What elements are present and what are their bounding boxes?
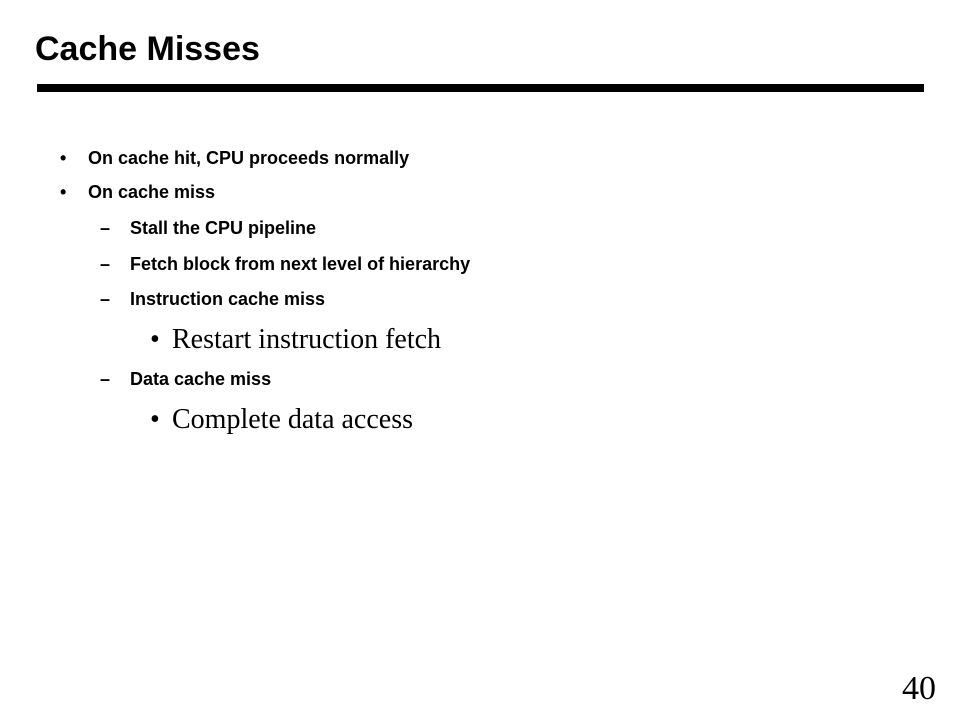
- dash-marker: –: [100, 369, 111, 389]
- sub-bullet-text: Fetch block from next level of hierarchy: [130, 254, 471, 274]
- sub-bullet-text: Stall the CPU pipeline: [130, 218, 317, 238]
- page-number: 40: [902, 670, 936, 707]
- bullet-marker: •: [60, 182, 67, 202]
- sub-bullet-text: Data cache miss: [130, 369, 272, 389]
- dash-marker: –: [100, 218, 111, 238]
- bullet-marker: •: [60, 148, 67, 168]
- sub-sub-bullet-text: Restart instruction fetch: [172, 324, 442, 355]
- bullet-text: On cache miss: [88, 182, 216, 202]
- slide-title: Cache Misses: [35, 30, 260, 68]
- bullet-text: On cache hit, CPU proceeds normally: [88, 148, 410, 168]
- bullet-marker: •: [150, 324, 160, 355]
- title-underline-rule: [37, 84, 924, 92]
- sub-bullet-text: Instruction cache miss: [130, 289, 326, 309]
- bullet-marker: •: [150, 404, 160, 435]
- sub-sub-bullet-text: Complete data access: [172, 404, 414, 435]
- dash-marker: –: [100, 289, 111, 309]
- dash-marker: –: [100, 254, 111, 274]
